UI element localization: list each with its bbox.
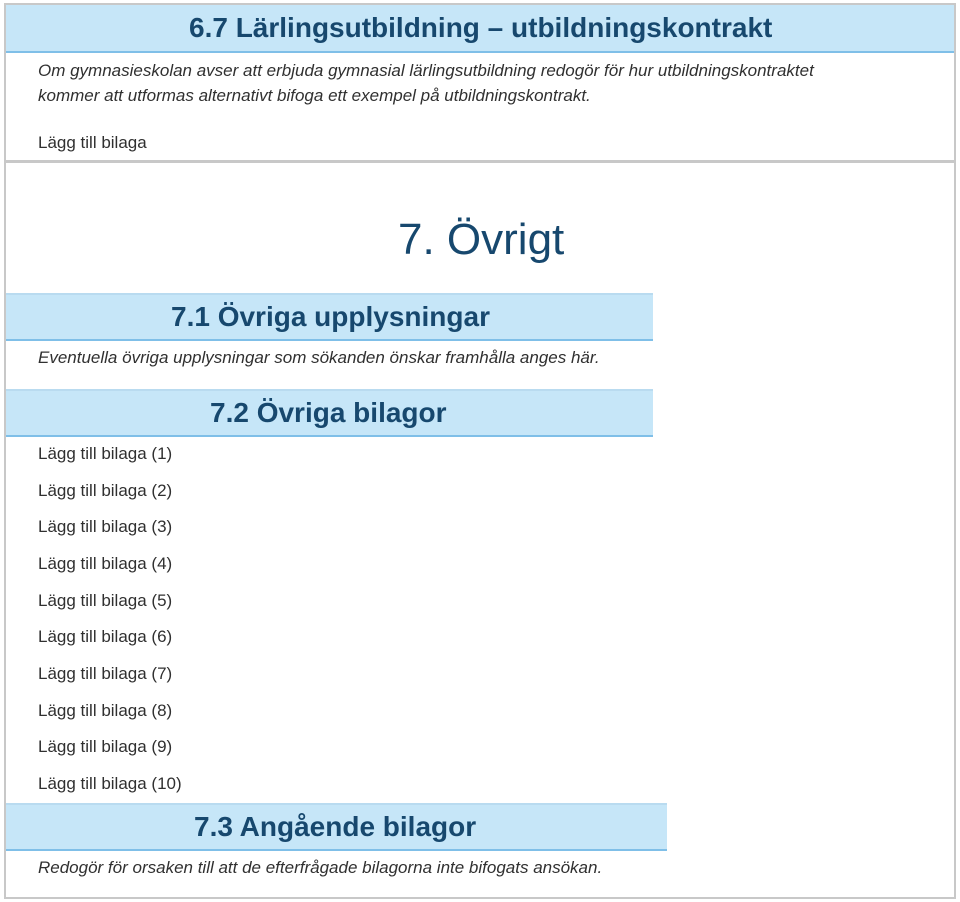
- section-6-7-title: 6.7 Lärlingsutbildning – utbildningskontrakt: [189, 12, 773, 43]
- section-7-3-title: 7.3 Angående bilagor: [194, 811, 477, 842]
- section-7-1-description: Eventuella övriga upplysningar som sökanden önskar framhålla anges här.: [38, 348, 600, 367]
- attachment-link-5[interactable]: Lägg till bilaga (5): [38, 591, 173, 610]
- attachment-link-6[interactable]: Lägg till bilaga (6): [38, 627, 173, 646]
- section-6-7-description-line2: kommer att utformas alternativt bifoga ett exempel på utbildningskontrakt.: [38, 86, 591, 105]
- section-7-2-title: 7.2 Övriga bilagor: [210, 397, 447, 428]
- section-6-7-description-line1: Om gymnasieskolan avser att erbjuda gymnasial lärlingsutbildning redogör för hur utbildningskontraktet: [38, 61, 814, 80]
- add-attachment-link[interactable]: Lägg till bilaga: [38, 133, 147, 152]
- attachment-link-4[interactable]: Lägg till bilaga (4): [38, 554, 173, 573]
- section-7-3-description: Redogör för orsaken till att de efterfrågade bilagorna inte bifogats ansökan.: [38, 858, 603, 877]
- attachment-link-1[interactable]: Lägg till bilaga (1): [38, 444, 173, 463]
- section-7-1-header: [6, 293, 653, 341]
- attachment-link-7[interactable]: Lägg till bilaga (7): [38, 664, 173, 683]
- section-7-3-header: [6, 803, 667, 851]
- attachment-link-8[interactable]: Lägg till bilaga (8): [38, 701, 173, 720]
- attachment-link-9[interactable]: Lägg till bilaga (9): [38, 737, 173, 756]
- section-6-7-header: [6, 5, 954, 53]
- attachment-link-3[interactable]: Lägg till bilaga (3): [38, 517, 173, 536]
- attachment-link-10[interactable]: Lägg till bilaga (10): [38, 774, 182, 793]
- attachment-link-2[interactable]: Lägg till bilaga (2): [38, 481, 173, 500]
- section-7-1-title: 7.1 Övriga upplysningar: [171, 301, 490, 332]
- section-7-2-header: [6, 389, 653, 437]
- section-7-title: 7. Övrigt: [398, 215, 565, 264]
